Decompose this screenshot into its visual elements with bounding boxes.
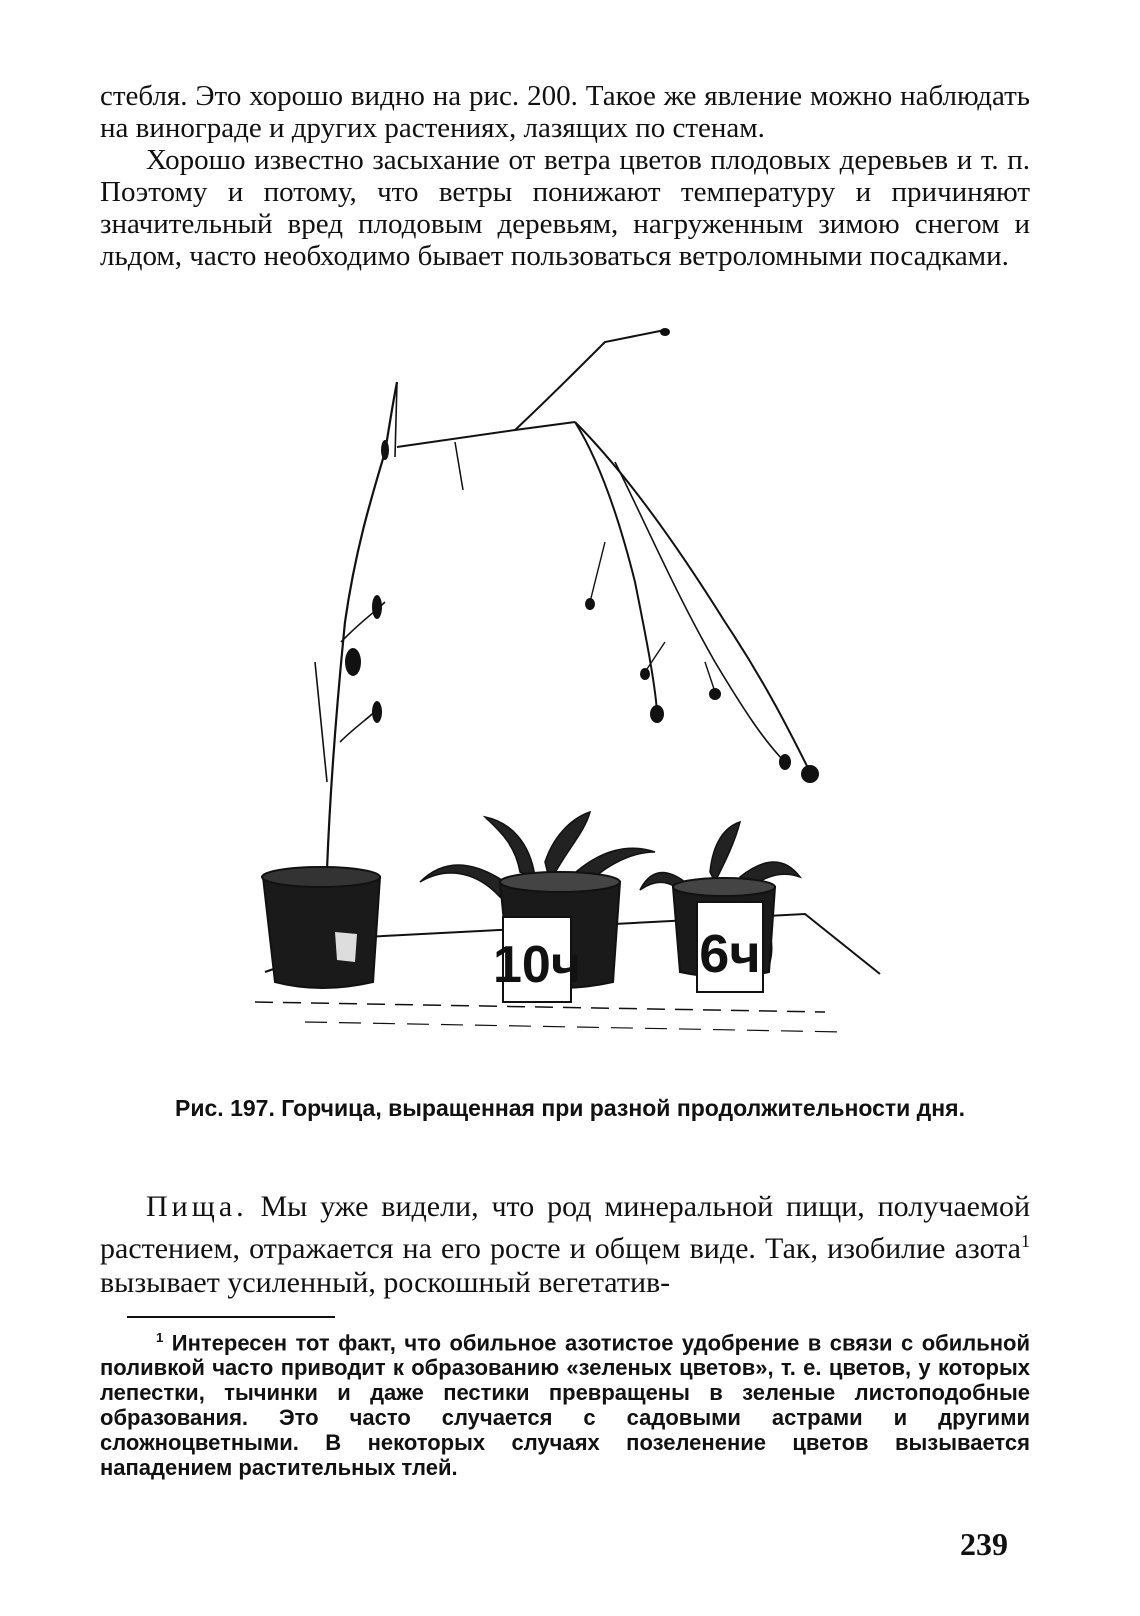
paragraph-food: [100, 1190, 1030, 1300]
right-pot: [673, 878, 775, 992]
pot-label-10: 10ч: [492, 936, 582, 994]
food-heading: Пища.: [146, 1190, 248, 1223]
food-text-after-note: вызывает усиленный, роскошный вегетатив-: [100, 1266, 671, 1299]
footnote-divider: [127, 1316, 335, 1318]
paragraph-wind: Хорошо известно засыхание от ветра цветов плодовых деревьев и т. п. Поэтому и потому, что ветры понижают температуру и причиняют значительный вред плодовым деревьям, нагруженным зимою снегом и льдом, часто необходимо бывает пользоваться ветроломными посадками.: [100, 144, 1030, 272]
footnote-text: Интересен тот факт, что обильное азотистое удобрение в связи с обильной поливкой часто приводит к образованию «зеленых цветов», т. е. цветов, у которых лепестки, тычинки и даже пестики превращены в зеленые листоподобные образования. Это часто случается с садовыми астрами и другими сложноцветными. В некоторых случаях позеленение цветов вызывается нападением растительных тлей.: [100, 1330, 1030, 1481]
footnote: [100, 1325, 1030, 1480]
figure-mustard-plants: [245, 322, 895, 1062]
page-number: 239: [960, 1526, 1008, 1562]
middle-pot: [493, 872, 620, 1002]
pot-label-6: 6ч: [699, 924, 761, 984]
paragraph-continuation: стебля. Это хорошо видно на рис. 200. Такое же явление можно наблюдать на винограде и других растениях, лазящих по стенам.: [100, 80, 1030, 144]
footnote-marker: 1: [156, 1330, 164, 1345]
figure-caption: Рис. 197. Горчица, выращенная при разной продолжительности дня.: [175, 1095, 965, 1121]
left-pot: [262, 867, 380, 988]
left-plant: [315, 330, 810, 870]
food-note-ref: 1: [1021, 1231, 1030, 1251]
food-text-before-note: Мы уже видели, что род минеральной пищи, получаемой растением, отражается на его росте и общем виде. Так, изобилие азота: [100, 1190, 1030, 1265]
